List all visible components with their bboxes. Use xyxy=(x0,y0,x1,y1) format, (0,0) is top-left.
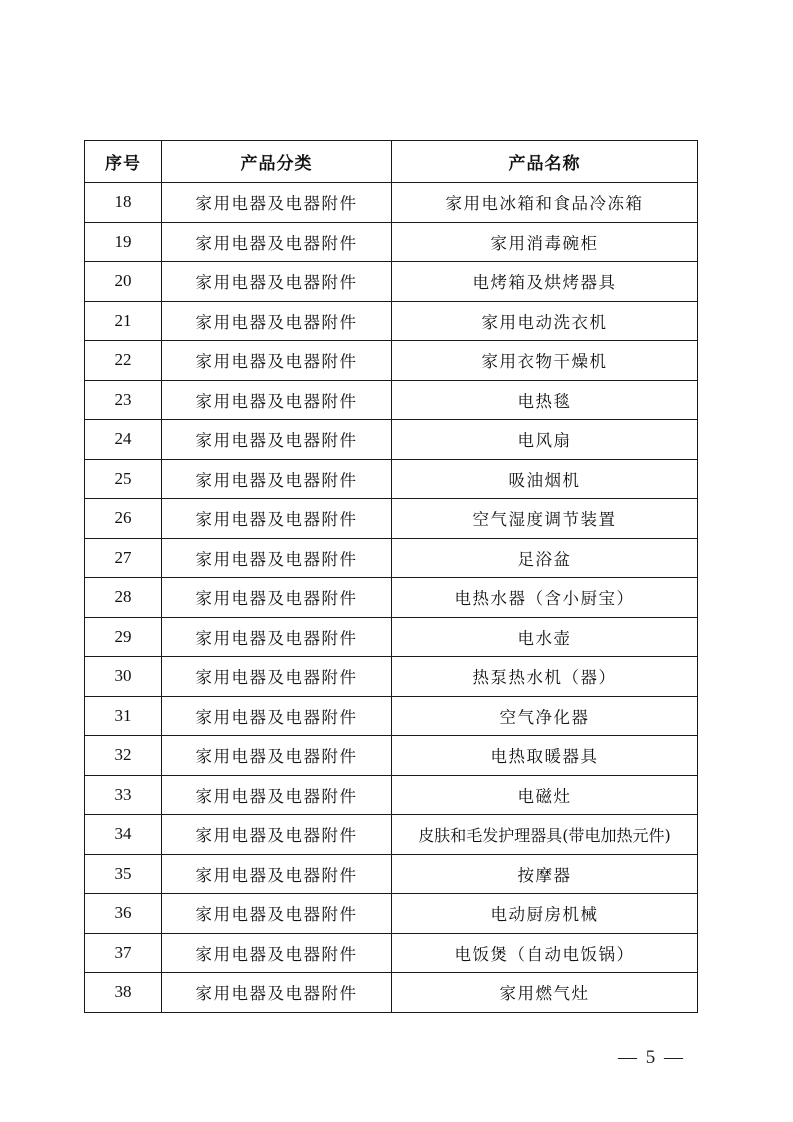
table-row xyxy=(85,538,698,578)
cell-product-category: 家用电器及电器附件 xyxy=(162,262,392,302)
table-row xyxy=(85,578,698,618)
cell-product-category: 家用电器及电器附件 xyxy=(162,696,392,736)
cell-product-name: 电烤箱及烘烤器具 xyxy=(392,262,698,302)
cell-product-category: 家用电器及电器附件 xyxy=(162,222,392,262)
cell-serial-number: 38 xyxy=(85,973,162,1013)
table-row xyxy=(85,736,698,776)
cell-serial-number: 35 xyxy=(85,854,162,894)
cell-product-name: 电动厨房机械 xyxy=(392,894,698,934)
cell-product-name: 热泵热水机（器） xyxy=(392,657,698,697)
header-row xyxy=(85,141,698,183)
cell-product-name: 按摩器 xyxy=(392,854,698,894)
cell-serial-number: 34 xyxy=(85,815,162,855)
table-row xyxy=(85,262,698,302)
table-row xyxy=(85,973,698,1013)
cell-serial-number: 31 xyxy=(85,696,162,736)
cell-product-category: 家用电器及电器附件 xyxy=(162,499,392,539)
cell-serial-number: 30 xyxy=(85,657,162,697)
cell-serial-number: 33 xyxy=(85,775,162,815)
cell-product-name: 家用电冰箱和食品冷冻箱 xyxy=(392,183,698,223)
cell-serial-number: 21 xyxy=(85,301,162,341)
cell-product-category: 家用电器及电器附件 xyxy=(162,341,392,381)
cell-product-category: 家用电器及电器附件 xyxy=(162,459,392,499)
cell-product-category: 家用电器及电器附件 xyxy=(162,973,392,1013)
table-row xyxy=(85,499,698,539)
table-row xyxy=(85,775,698,815)
cell-product-name: 家用燃气灶 xyxy=(392,973,698,1013)
table-row xyxy=(85,301,698,341)
header-product-name: 产品名称 xyxy=(392,141,698,183)
table-row xyxy=(85,894,698,934)
cell-product-name: 家用消毒碗柜 xyxy=(392,222,698,262)
product-table xyxy=(84,140,698,1013)
table-row xyxy=(85,222,698,262)
cell-serial-number: 25 xyxy=(85,459,162,499)
cell-product-category: 家用电器及电器附件 xyxy=(162,736,392,776)
cell-serial-number: 26 xyxy=(85,499,162,539)
cell-product-category: 家用电器及电器附件 xyxy=(162,775,392,815)
table-row xyxy=(85,657,698,697)
cell-serial-number: 22 xyxy=(85,341,162,381)
cell-product-category: 家用电器及电器附件 xyxy=(162,854,392,894)
table-row xyxy=(85,459,698,499)
cell-product-name: 电风扇 xyxy=(392,420,698,460)
cell-product-name: 电磁灶 xyxy=(392,775,698,815)
cell-product-name: 电热毯 xyxy=(392,380,698,420)
cell-serial-number: 24 xyxy=(85,420,162,460)
table-row xyxy=(85,617,698,657)
cell-product-category: 家用电器及电器附件 xyxy=(162,933,392,973)
cell-serial-number: 32 xyxy=(85,736,162,776)
cell-serial-number: 19 xyxy=(85,222,162,262)
cell-product-category: 家用电器及电器附件 xyxy=(162,894,392,934)
cell-serial-number: 37 xyxy=(85,933,162,973)
cell-product-category: 家用电器及电器附件 xyxy=(162,380,392,420)
cell-product-name: 电热水器（含小厨宝） xyxy=(392,578,698,618)
table-body xyxy=(85,183,698,1013)
cell-product-name: 空气湿度调节装置 xyxy=(392,499,698,539)
cell-product-name: 吸油烟机 xyxy=(392,459,698,499)
cell-product-category: 家用电器及电器附件 xyxy=(162,183,392,223)
cell-product-category: 家用电器及电器附件 xyxy=(162,301,392,341)
cell-serial-number: 28 xyxy=(85,578,162,618)
cell-serial-number: 23 xyxy=(85,380,162,420)
header-serial-number: 序号 xyxy=(85,141,162,183)
cell-product-name: 足浴盆 xyxy=(392,538,698,578)
cell-serial-number: 36 xyxy=(85,894,162,934)
cell-product-category: 家用电器及电器附件 xyxy=(162,420,392,460)
cell-product-name: 家用电动洗衣机 xyxy=(392,301,698,341)
cell-product-name: 家用衣物干燥机 xyxy=(392,341,698,381)
table-row xyxy=(85,380,698,420)
cell-product-category: 家用电器及电器附件 xyxy=(162,657,392,697)
page-number: — 5 — xyxy=(618,1047,685,1068)
cell-serial-number: 20 xyxy=(85,262,162,302)
table-row xyxy=(85,815,698,855)
table-row xyxy=(85,420,698,460)
cell-serial-number: 27 xyxy=(85,538,162,578)
cell-product-name: 电水壶 xyxy=(392,617,698,657)
cell-product-category: 家用电器及电器附件 xyxy=(162,815,392,855)
cell-product-name: 空气净化器 xyxy=(392,696,698,736)
cell-product-category: 家用电器及电器附件 xyxy=(162,578,392,618)
table-header xyxy=(85,141,698,183)
header-product-category: 产品分类 xyxy=(162,141,392,183)
cell-serial-number: 18 xyxy=(85,183,162,223)
table-row xyxy=(85,696,698,736)
cell-product-name: 皮肤和毛发护理器具(带电加热元件) xyxy=(392,815,698,855)
table-row xyxy=(85,854,698,894)
table-row xyxy=(85,341,698,381)
cell-product-category: 家用电器及电器附件 xyxy=(162,617,392,657)
cell-serial-number: 29 xyxy=(85,617,162,657)
table-row xyxy=(85,933,698,973)
cell-product-category: 家用电器及电器附件 xyxy=(162,538,392,578)
cell-product-name: 电热取暖器具 xyxy=(392,736,698,776)
table-row xyxy=(85,183,698,223)
cell-product-name: 电饭煲（自动电饭锅） xyxy=(392,933,698,973)
